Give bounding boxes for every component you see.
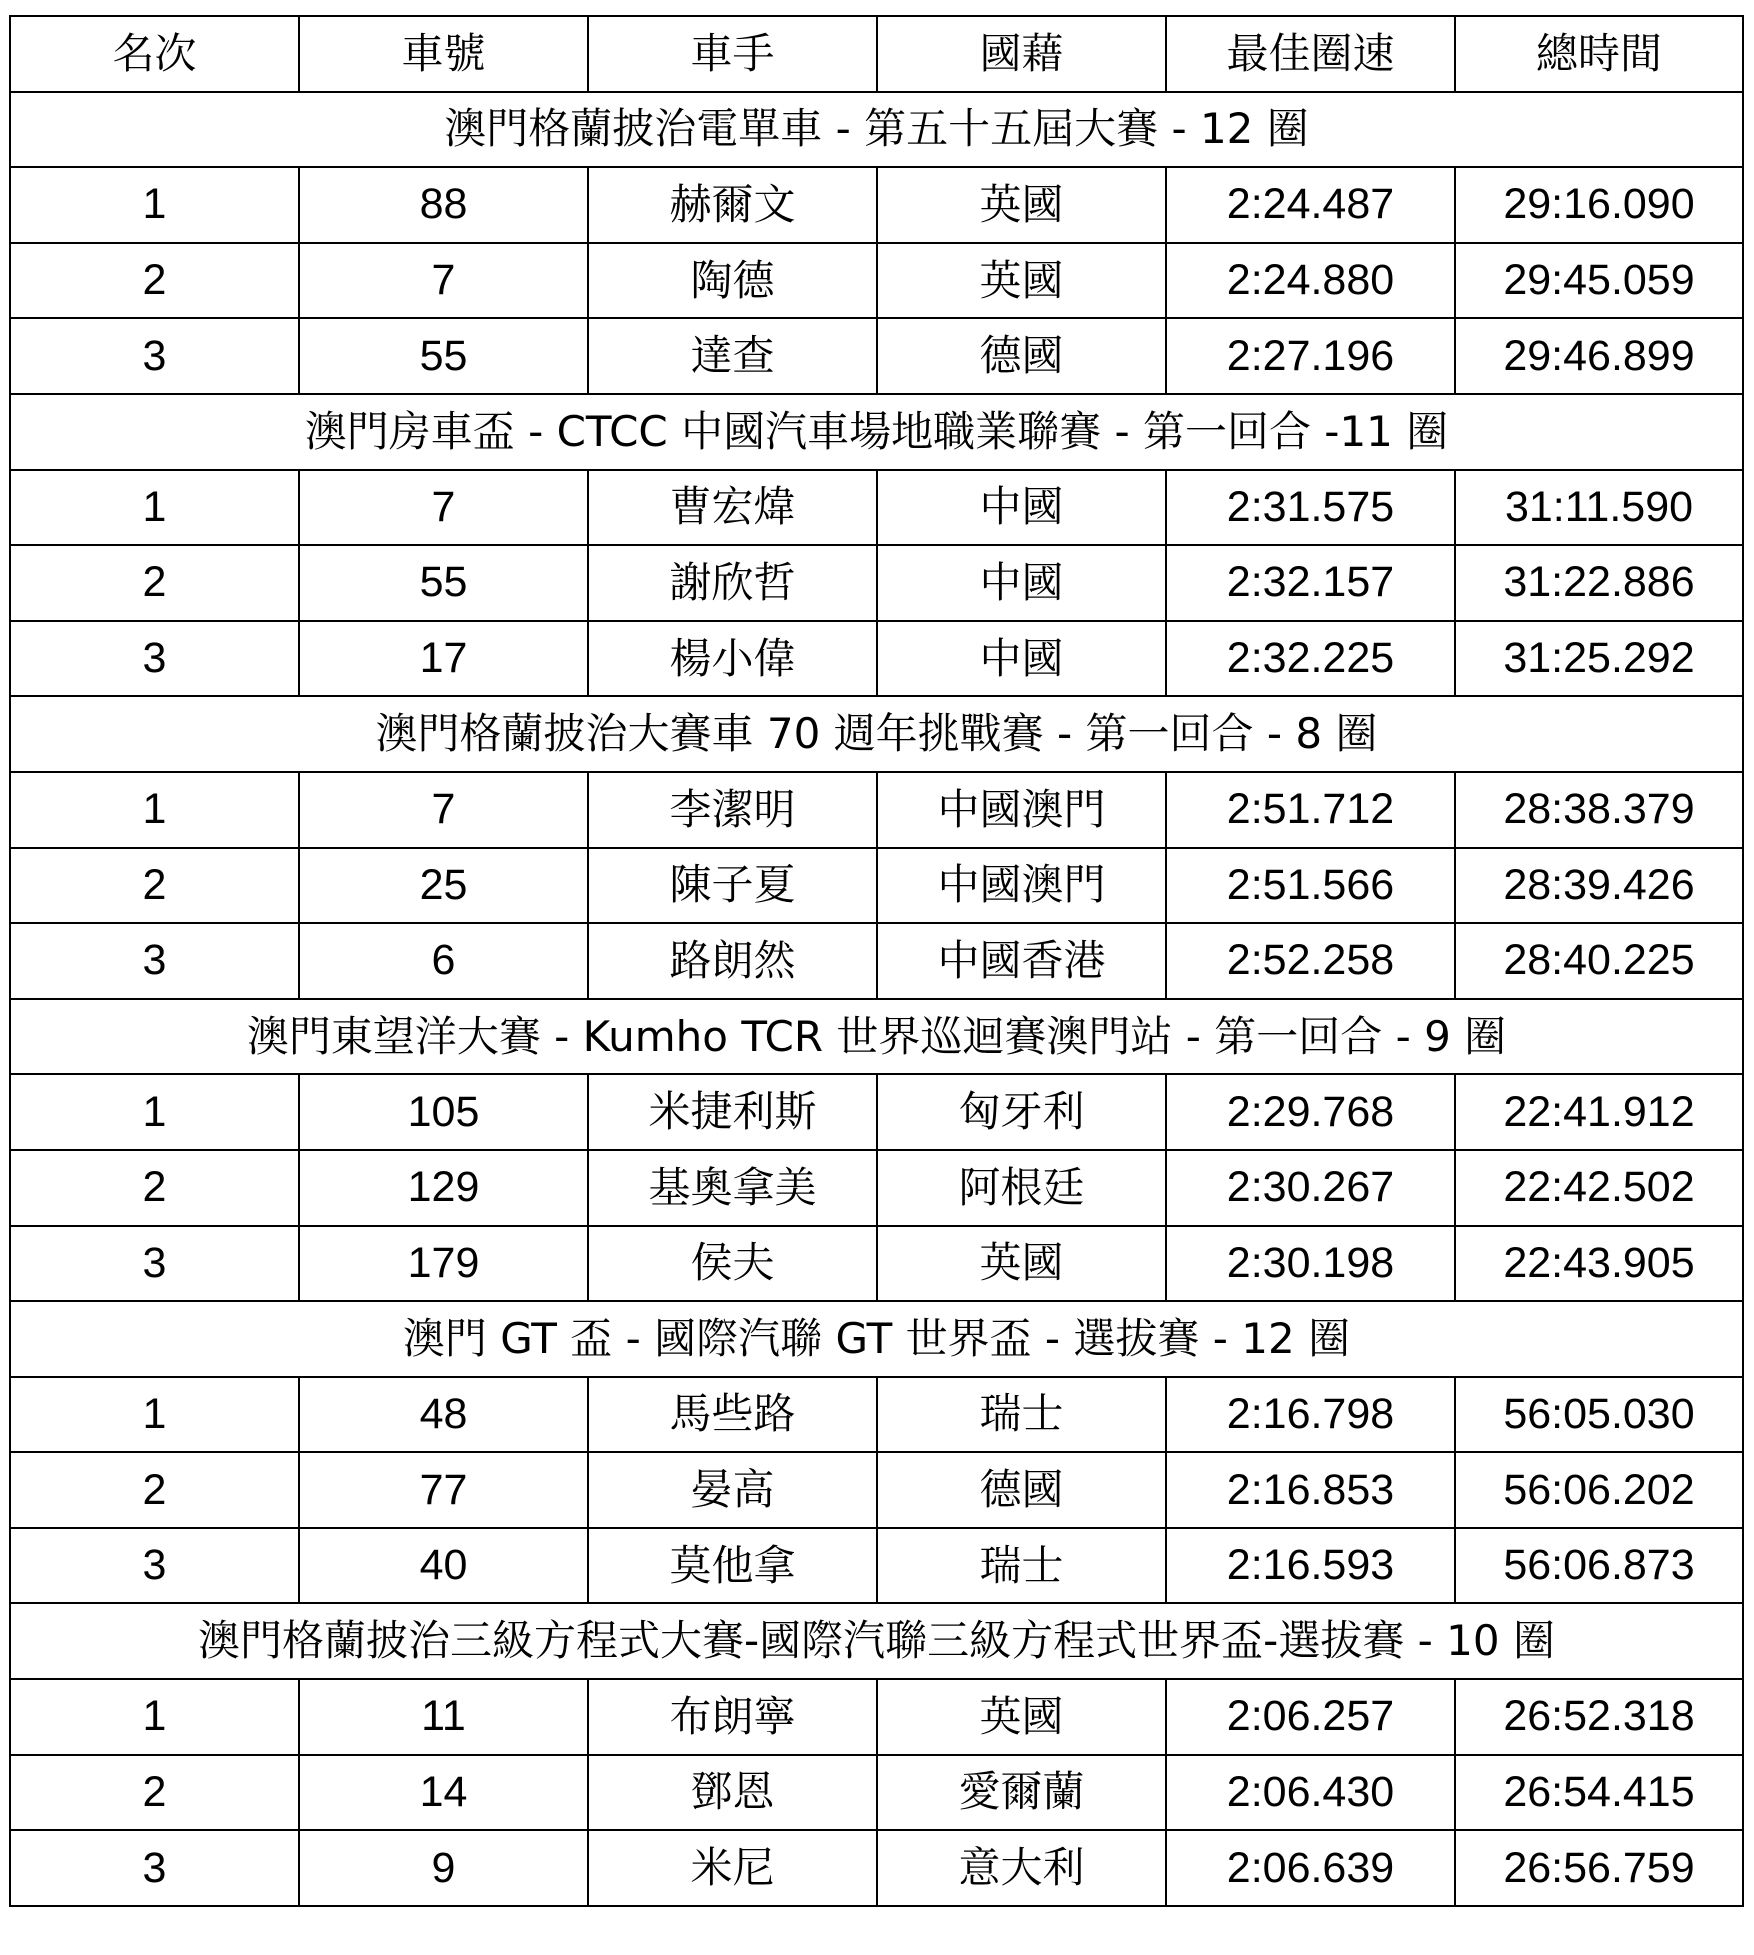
- cell-best-lap: 2:24.880: [1166, 243, 1455, 319]
- table-row: [10, 1452, 1743, 1528]
- cell-car-number: 14: [299, 1755, 588, 1831]
- cell-total-time: 26:54.415: [1455, 1755, 1743, 1831]
- cell-driver: 赫爾文: [588, 167, 877, 243]
- cell-rank: 1: [10, 1074, 299, 1150]
- header-driver: 車手: [588, 16, 877, 92]
- cell-driver: 米捷利斯: [588, 1074, 877, 1150]
- cell-nationality: 中國: [877, 470, 1166, 546]
- section-title: 澳門格蘭披治三級方程式大賽-國際汽聯三級方程式世界盃-選拔賽 - 10 圈: [10, 1603, 1743, 1679]
- cell-best-lap: 2:24.487: [1166, 167, 1455, 243]
- cell-nationality: 瑞士: [877, 1377, 1166, 1453]
- cell-total-time: 29:46.899: [1455, 318, 1743, 394]
- cell-driver: 曹宏煒: [588, 470, 877, 546]
- table-row: [10, 1528, 1743, 1604]
- table-row: [10, 470, 1743, 546]
- section-title: 澳門房車盃 - CTCC 中國汽車場地職業聯賽 - 第一回合 -11 圈: [10, 394, 1743, 470]
- cell-best-lap: 2:30.198: [1166, 1226, 1455, 1302]
- cell-nationality: 中國澳門: [877, 772, 1166, 848]
- cell-nationality: 德國: [877, 318, 1166, 394]
- cell-car-number: 11: [299, 1679, 588, 1755]
- cell-best-lap: 2:06.430: [1166, 1755, 1455, 1831]
- cell-total-time: 22:43.905: [1455, 1226, 1743, 1302]
- cell-driver: 李潔明: [588, 772, 877, 848]
- cell-driver: 莫他拿: [588, 1528, 877, 1604]
- cell-total-time: 29:45.059: [1455, 243, 1743, 319]
- table-row: [10, 848, 1743, 924]
- cell-driver: 達查: [588, 318, 877, 394]
- cell-best-lap: 2:27.196: [1166, 318, 1455, 394]
- table-row: [10, 1830, 1743, 1906]
- cell-rank: 1: [10, 772, 299, 848]
- cell-rank: 2: [10, 1755, 299, 1831]
- section-title-row: [10, 1301, 1743, 1377]
- cell-rank: 2: [10, 848, 299, 924]
- cell-car-number: 48: [299, 1377, 588, 1453]
- section-title-row: [10, 1603, 1743, 1679]
- cell-rank: 3: [10, 1528, 299, 1604]
- cell-nationality: 德國: [877, 1452, 1166, 1528]
- section-title-row: [10, 394, 1743, 470]
- cell-best-lap: 2:51.712: [1166, 772, 1455, 848]
- cell-driver: 陶德: [588, 243, 877, 319]
- cell-car-number: 7: [299, 470, 588, 546]
- cell-rank: 1: [10, 167, 299, 243]
- cell-total-time: 56:05.030: [1455, 1377, 1743, 1453]
- cell-car-number: 25: [299, 848, 588, 924]
- cell-driver: 基奧拿美: [588, 1150, 877, 1226]
- cell-car-number: 55: [299, 318, 588, 394]
- cell-total-time: 26:56.759: [1455, 1830, 1743, 1906]
- cell-total-time: 31:25.292: [1455, 621, 1743, 697]
- cell-car-number: 40: [299, 1528, 588, 1604]
- cell-best-lap: 2:31.575: [1166, 470, 1455, 546]
- section-title-row: [10, 999, 1743, 1075]
- section-title: 澳門東望洋大賽 - Kumho TCR 世界巡迴賽澳門站 - 第一回合 - 9 圈: [10, 999, 1743, 1075]
- cell-rank: 1: [10, 1679, 299, 1755]
- section-title: 澳門格蘭披治大賽車 70 週年挑戰賽 - 第一回合 - 8 圈: [10, 696, 1743, 772]
- cell-driver: 布朗寧: [588, 1679, 877, 1755]
- cell-nationality: 匈牙利: [877, 1074, 1166, 1150]
- cell-total-time: 22:41.912: [1455, 1074, 1743, 1150]
- cell-total-time: 28:39.426: [1455, 848, 1743, 924]
- cell-nationality: 中國: [877, 621, 1166, 697]
- header-best-lap: 最佳圈速: [1166, 16, 1455, 92]
- cell-total-time: 28:40.225: [1455, 923, 1743, 999]
- cell-driver: 米尼: [588, 1830, 877, 1906]
- cell-best-lap: 2:16.593: [1166, 1528, 1455, 1604]
- cell-car-number: 9: [299, 1830, 588, 1906]
- table-row: [10, 545, 1743, 621]
- results-body: [10, 92, 1743, 1906]
- header-row: [10, 16, 1743, 92]
- cell-rank: 3: [10, 621, 299, 697]
- section-title-row: [10, 92, 1743, 168]
- cell-rank: 1: [10, 470, 299, 546]
- header-rank: 名次: [10, 16, 299, 92]
- table-row: [10, 1679, 1743, 1755]
- cell-driver: 鄧恩: [588, 1755, 877, 1831]
- cell-nationality: 英國: [877, 167, 1166, 243]
- cell-total-time: 56:06.873: [1455, 1528, 1743, 1604]
- cell-car-number: 6: [299, 923, 588, 999]
- cell-rank: 2: [10, 1452, 299, 1528]
- cell-best-lap: 2:29.768: [1166, 1074, 1455, 1150]
- cell-nationality: 中國澳門: [877, 848, 1166, 924]
- cell-nationality: 英國: [877, 1679, 1166, 1755]
- cell-total-time: 29:16.090: [1455, 167, 1743, 243]
- cell-car-number: 7: [299, 243, 588, 319]
- cell-rank: 3: [10, 318, 299, 394]
- table-row: [10, 1755, 1743, 1831]
- cell-rank: 3: [10, 1226, 299, 1302]
- cell-best-lap: 2:16.798: [1166, 1377, 1455, 1453]
- cell-nationality: 中國香港: [877, 923, 1166, 999]
- section-title: 澳門 GT 盃 - 國際汽聯 GT 世界盃 - 選拔賽 - 12 圈: [10, 1301, 1743, 1377]
- cell-driver: 謝欣哲: [588, 545, 877, 621]
- cell-car-number: 55: [299, 545, 588, 621]
- table-row: [10, 167, 1743, 243]
- header-nationality: 國藉: [877, 16, 1166, 92]
- cell-car-number: 7: [299, 772, 588, 848]
- cell-nationality: 英國: [877, 243, 1166, 319]
- cell-nationality: 愛爾蘭: [877, 1755, 1166, 1831]
- cell-best-lap: 2:16.853: [1166, 1452, 1455, 1528]
- cell-rank: 2: [10, 545, 299, 621]
- cell-driver: 馬些路: [588, 1377, 877, 1453]
- cell-total-time: 26:52.318: [1455, 1679, 1743, 1755]
- table-row: [10, 318, 1743, 394]
- cell-rank: 2: [10, 243, 299, 319]
- cell-car-number: 17: [299, 621, 588, 697]
- cell-rank: 3: [10, 923, 299, 999]
- cell-total-time: 56:06.202: [1455, 1452, 1743, 1528]
- cell-total-time: 31:11.590: [1455, 470, 1743, 546]
- cell-best-lap: 2:32.225: [1166, 621, 1455, 697]
- cell-rank: 2: [10, 1150, 299, 1226]
- cell-total-time: 31:22.886: [1455, 545, 1743, 621]
- cell-nationality: 中國: [877, 545, 1166, 621]
- table-row: [10, 923, 1743, 999]
- cell-best-lap: 2:32.157: [1166, 545, 1455, 621]
- table-row: [10, 243, 1743, 319]
- cell-rank: 3: [10, 1830, 299, 1906]
- cell-best-lap: 2:52.258: [1166, 923, 1455, 999]
- cell-nationality: 意大利: [877, 1830, 1166, 1906]
- cell-nationality: 英國: [877, 1226, 1166, 1302]
- cell-best-lap: 2:51.566: [1166, 848, 1455, 924]
- cell-rank: 1: [10, 1377, 299, 1453]
- table-row: [10, 621, 1743, 697]
- cell-driver: 晏高: [588, 1452, 877, 1528]
- cell-driver: 路朗然: [588, 923, 877, 999]
- cell-car-number: 88: [299, 167, 588, 243]
- cell-best-lap: 2:06.257: [1166, 1679, 1455, 1755]
- header-car-number: 車號: [299, 16, 588, 92]
- cell-car-number: 129: [299, 1150, 588, 1226]
- cell-nationality: 阿根廷: [877, 1150, 1166, 1226]
- section-title: 澳門格蘭披治電單車 - 第五十五屆大賽 - 12 圈: [10, 92, 1743, 168]
- table-row: [10, 1074, 1743, 1150]
- section-title-row: [10, 696, 1743, 772]
- table-row: [10, 1377, 1743, 1453]
- cell-car-number: 105: [299, 1074, 588, 1150]
- cell-driver: 楊小偉: [588, 621, 877, 697]
- table-row: [10, 772, 1743, 848]
- cell-driver: 侯夫: [588, 1226, 877, 1302]
- cell-car-number: 179: [299, 1226, 588, 1302]
- table-row: [10, 1150, 1743, 1226]
- cell-driver: 陳子夏: [588, 848, 877, 924]
- table-row: [10, 1226, 1743, 1302]
- cell-best-lap: 2:30.267: [1166, 1150, 1455, 1226]
- cell-best-lap: 2:06.639: [1166, 1830, 1455, 1906]
- cell-nationality: 瑞士: [877, 1528, 1166, 1604]
- header-total-time: 總時間: [1455, 16, 1743, 92]
- cell-total-time: 28:38.379: [1455, 772, 1743, 848]
- cell-total-time: 22:42.502: [1455, 1150, 1743, 1226]
- cell-car-number: 77: [299, 1452, 588, 1528]
- race-results-table: [9, 15, 1744, 1907]
